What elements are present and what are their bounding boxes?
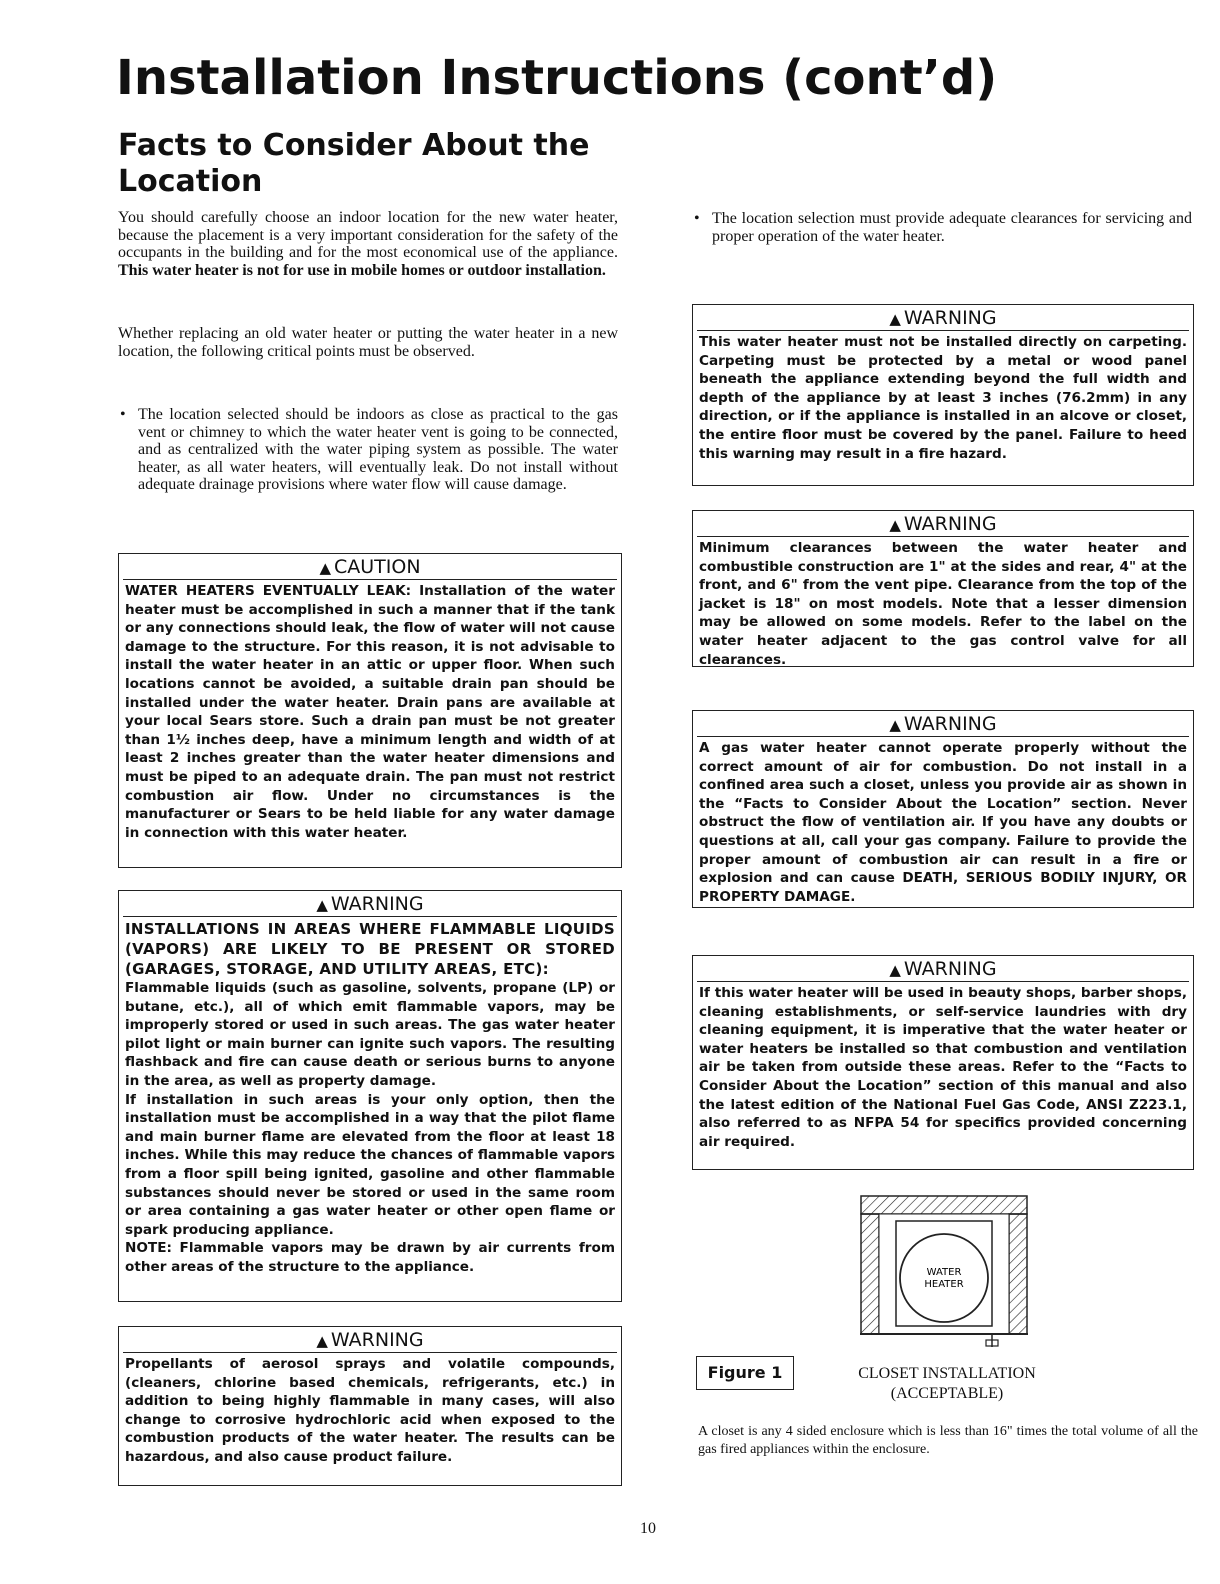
warning-flammable-body: [119, 917, 621, 1277]
page-title: Installation Instructions (cont’d): [116, 50, 998, 106]
warning-air-caps: DEATH, SERIOUS BODILY INJURY, OR PROPERTY DAMAGE.: [699, 870, 1187, 905]
warning-flammable-text1: Flammable liquids (such as gasoline, solvents, propane (LP) or butane, etc.), all of which emit flammable vapors, may be improperly stored or used in such areas. The gas water heater pilot light or main burner can ignite such vapors. The resulting flashback and fire can cause death or serious burns to anyone in the area, as well as property damage.: [125, 980, 615, 1089]
figure-caption-line2: (ACCEPTABLE): [890, 1385, 1004, 1402]
warning-aerosol-title: WARNING: [330, 1329, 424, 1351]
warning-triangle-icon: ▲: [889, 961, 901, 979]
warning-aerosol-box: [118, 1326, 622, 1486]
water-heater-label-2: HEATER: [924, 1279, 964, 1290]
closet-left-wall: [861, 1214, 879, 1334]
closet-installation-figure: [860, 1195, 1028, 1355]
warning-flammable-note: NOTE: Flammable vapors may be drawn by air currents from other areas of the structure to the appliance.: [125, 1240, 615, 1275]
bullet-clearances-text: The location selection must provide adequate clearances for servicing and proper operation of the water heater.: [712, 210, 1192, 245]
warning-triangle-icon: ▲: [889, 310, 901, 328]
caution-title: CAUTION: [333, 556, 421, 578]
warning-triangle-icon: ▲: [316, 1332, 328, 1350]
closet-top-wall: [861, 1196, 1027, 1214]
bullet-location: [118, 406, 618, 494]
bullet-location-text: The location selected should be indoors as close as practical to the gas vent or chimney to which the water heater vent is going to be connected, and as centralized with the water piping system as possible. The water heater, as all water heaters, will eventually leak. Do not install without adequate drainage provisions where water flow will cause damage.: [138, 406, 618, 493]
warning-air-header: [697, 711, 1189, 737]
warning-air-box: [692, 710, 1194, 908]
warning-air-title: WARNING: [903, 713, 997, 735]
figure-caption: [812, 1364, 1082, 1404]
closet-diagram: [860, 1195, 1028, 1355]
warning-carpet-header: [697, 305, 1189, 331]
water-heater-label-1: WATER: [926, 1267, 962, 1278]
replace-paragraph: Whether replacing an old water heater or putting the water heater in a new location, the following critical points must be observed.: [118, 325, 618, 360]
warning-triangle-icon: ▲: [319, 559, 331, 577]
warning-clearance-box: [692, 510, 1194, 667]
intro-text: You should carefully choose an indoor location for the new water heater, because the placement is a very important consideration for the safety of the occupants in the building and for the most economical use of the appliance.: [118, 209, 618, 261]
warning-aerosol-header: [123, 1327, 617, 1353]
warning-beauty-box: [692, 955, 1194, 1170]
bullet-dot: •: [120, 406, 126, 423]
warning-triangle-icon: ▲: [889, 716, 901, 734]
bullet-clearances: [692, 210, 1192, 245]
warning-clearance-body: Minimum clearances between the water heater and combustible construction are 1" at the sides and rear, 4" at the front, and 6" from the vent pipe. Clearance from the top of the jacket is 18" on most models. Note that a lesser dimension may be allowed on some models. Refer to the label on the water heater adjacent to the gas control valve for all clearances.: [699, 540, 1187, 668]
warning-flammable-box: [118, 890, 622, 1302]
warning-carpet-body: This water heater must not be installed directly on carpeting. Carpeting must be protected by a metal or wood panel beneath the appliance extending beyond the full width and depth of the appliance by at least 3 inches (76.2mm) in any direction, or if the appliance is installed in an alcove or closet, the entire floor must be covered by the panel. Failure to heed this warning may result in a fire hazard.: [699, 334, 1187, 462]
warning-triangle-icon: ▲: [316, 896, 328, 914]
warning-clearance-title: WARNING: [903, 513, 997, 535]
caution-header: [123, 554, 617, 580]
warning-flammable-lead: INSTALLATIONS IN AREAS WHERE FLAMMABLE LIQUIDS (VAPORS) ARE LIKELY TO BE PRESENT OR STORED (GARAGES, STORAGE, AND UTILITY AREAS, ETC):: [125, 920, 615, 978]
warning-beauty-header: [697, 956, 1189, 982]
section-heading: Facts to Consider About the Location: [118, 128, 590, 199]
closet-right-wall: [1009, 1214, 1027, 1334]
bullet-dot: •: [694, 210, 700, 227]
caution-box: [118, 553, 622, 868]
warning-carpet-title: WARNING: [903, 307, 997, 329]
warning-beauty-title: WARNING: [903, 958, 997, 980]
warning-triangle-icon: ▲: [889, 516, 901, 534]
water-heater-circle: [900, 1234, 988, 1322]
intro-bold: This water heater is not for use in mobile homes or outdoor installation.: [118, 261, 606, 279]
warning-flammable-header: [123, 891, 617, 917]
warning-clearance-header: [697, 511, 1189, 537]
warning-air-text: A gas water heater cannot operate properly without the correct amount of air for combustion. Do not install in a confined area such a closet, unless you provide air as shown in the “Facts to Consider About the Location” section. Never obstruct the flow of ventilation air. If you have any doubts or questions at all, call your gas company. Failure to provide the proper amount of combustion air can result in a fire or explosion and can cause: [699, 740, 1187, 887]
figure-label: Figure 1: [696, 1356, 794, 1390]
warning-flammable-text2: If installation in such areas is your only option, then the installation must be accomplished in a way that the pilot flame and main burner flame are elevated from the floor at least 18 inches. While this may reduce the chances of flammable vapors from a floor spill being ignited, gasoline and other flammable substances should never be stored or used in the same room or area containing a gas water heater or other open flame or spark producing appliance.: [125, 1091, 615, 1238]
closet-note: A closet is any 4 sided enclosure which is less than 16" times the total volume of all the gas fired appliances within the enclosure.: [698, 1424, 1198, 1457]
warning-aerosol-body: Propellants of aerosol sprays and volatile compounds, (cleaners, chlorine based chemicals, refrigerants, etc.) in addition to being highly flammable in many cases, will also change to corrosive hydrochloric acid when exposed to the combustion products of the water heater. The results can be hazardous, and also cause product failure.: [125, 1356, 615, 1465]
warning-air-body: [693, 737, 1193, 906]
intro-paragraph: [118, 209, 618, 279]
warning-flammable-title: WARNING: [330, 893, 424, 915]
caution-body: WATER HEATERS EVENTUALLY LEAK: Installation of the water heater must be accomplished in such a manner that if the tank or any connections should leak, the flow of water will not cause damage to the structure. For this reason, it is not advisable to install the water heater in an attic or upper floor. When such locations cannot be avoided, a suitable drain pan should be installed under the water heater. Drain pans are available at your local Sears store. Such a drain pan must be not greater than 1½ inches deep, have a minimum length and width of at least 2 inches greater than the water heater dimensions and must be piped to an adequate drain. The pan must not restrict combustion air flow. Under no circumstances is the manufacturer or Sears to be held liable for any water damage in connection with this water heater.: [125, 583, 615, 841]
page-number: 10: [640, 1520, 656, 1537]
warning-carpet-box: [692, 304, 1194, 486]
warning-beauty-body: If this water heater will be used in beauty shops, barber shops, cleaning establishments, or self-service laundries with dry cleaning equipment, it is imperative that the water heater or water heaters be installed so that combustion and ventilation air be taken from outside these areas. Refer to the “Facts to Consider About the Location” section of this manual and also the latest edition of the National Fuel Gas Code, ANSI Z223.1, also referred to as NFPA 54 for specifics provided concerning air required.: [699, 985, 1187, 1150]
figure-caption-line1: CLOSET INSTALLATION: [858, 1365, 1036, 1382]
